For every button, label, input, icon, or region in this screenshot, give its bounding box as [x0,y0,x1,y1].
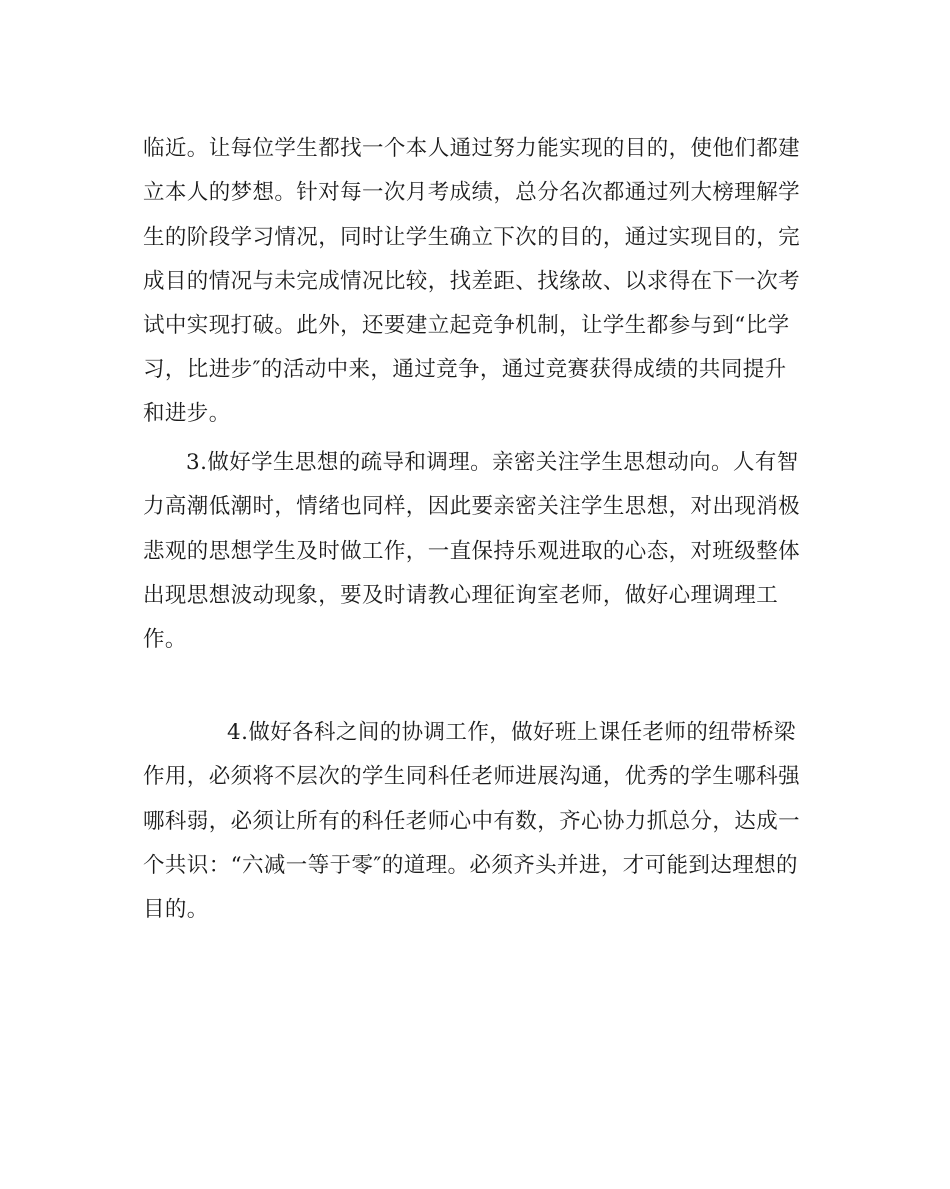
paragraph-2-line-4: 出现思想波动现象，要及时请教心理征询室老师，做好心理调理工 [143,583,779,608]
paragraph-2-line-5: 作。 [143,627,187,652]
paragraph-2-line-3: 悲观的思想学生及时做工作，一直保持乐观进取的心态，对班级整体 [143,539,801,564]
paragraph-3-line-3: 哪科弱，必须让所有的科任老师心中有数，齐心协力抓总分，达成一 [143,809,801,834]
paragraph-1-line-4: 成目的情况与未完成情况比较，找差距、找缘故、以求得在下一次考 [143,269,801,294]
paragraph-3-line-4: 个共识：“六减一等于零″的道理。必须齐头并进，才可能到达理想的 [143,853,798,878]
paragraph-1-line-5: 试中实现打破。此外，还要建立起竞争机制，让学生都参与到“比学 [143,313,790,338]
paragraph-1-line-3: 生的阶段学习情况，同时让学生确立下次的目的，通过实现目的，完 [143,225,801,250]
paragraph-3-line-2: 作用，必须将不层次的学生同科任老师进展沟通，优秀的学生哪科强 [143,764,801,789]
paragraph-1-line-2: 立本人的梦想。针对每一次月考成绩，总分名次都通过列大榜理解学 [143,180,801,205]
paragraph-1-line-7: 和进步。 [143,401,231,426]
paragraph-2-line-2: 力高潮低潮时，情绪也同样，因此要亲密关注学生思想，对出现消极 [143,494,801,519]
paragraph-3-line-1: 4.做好各科之间的协调工作，做好班上课任老师的纽带桥梁 [227,720,796,745]
paragraph-3-line-5: 目的。 [143,897,209,922]
paragraph-1-line-1: 临近。让每位学生都找一个本人通过努力能实现的目的，使他们都建 [143,136,801,161]
paragraph-2-line-1: 3.做好学生思想的疏导和调理。亲密关注学生思想动向。人有智 [186,450,799,475]
paragraph-1-line-6: 习，比进步″的活动中来，通过竞争，通过竞赛获得成绩的共同提升 [143,357,787,382]
